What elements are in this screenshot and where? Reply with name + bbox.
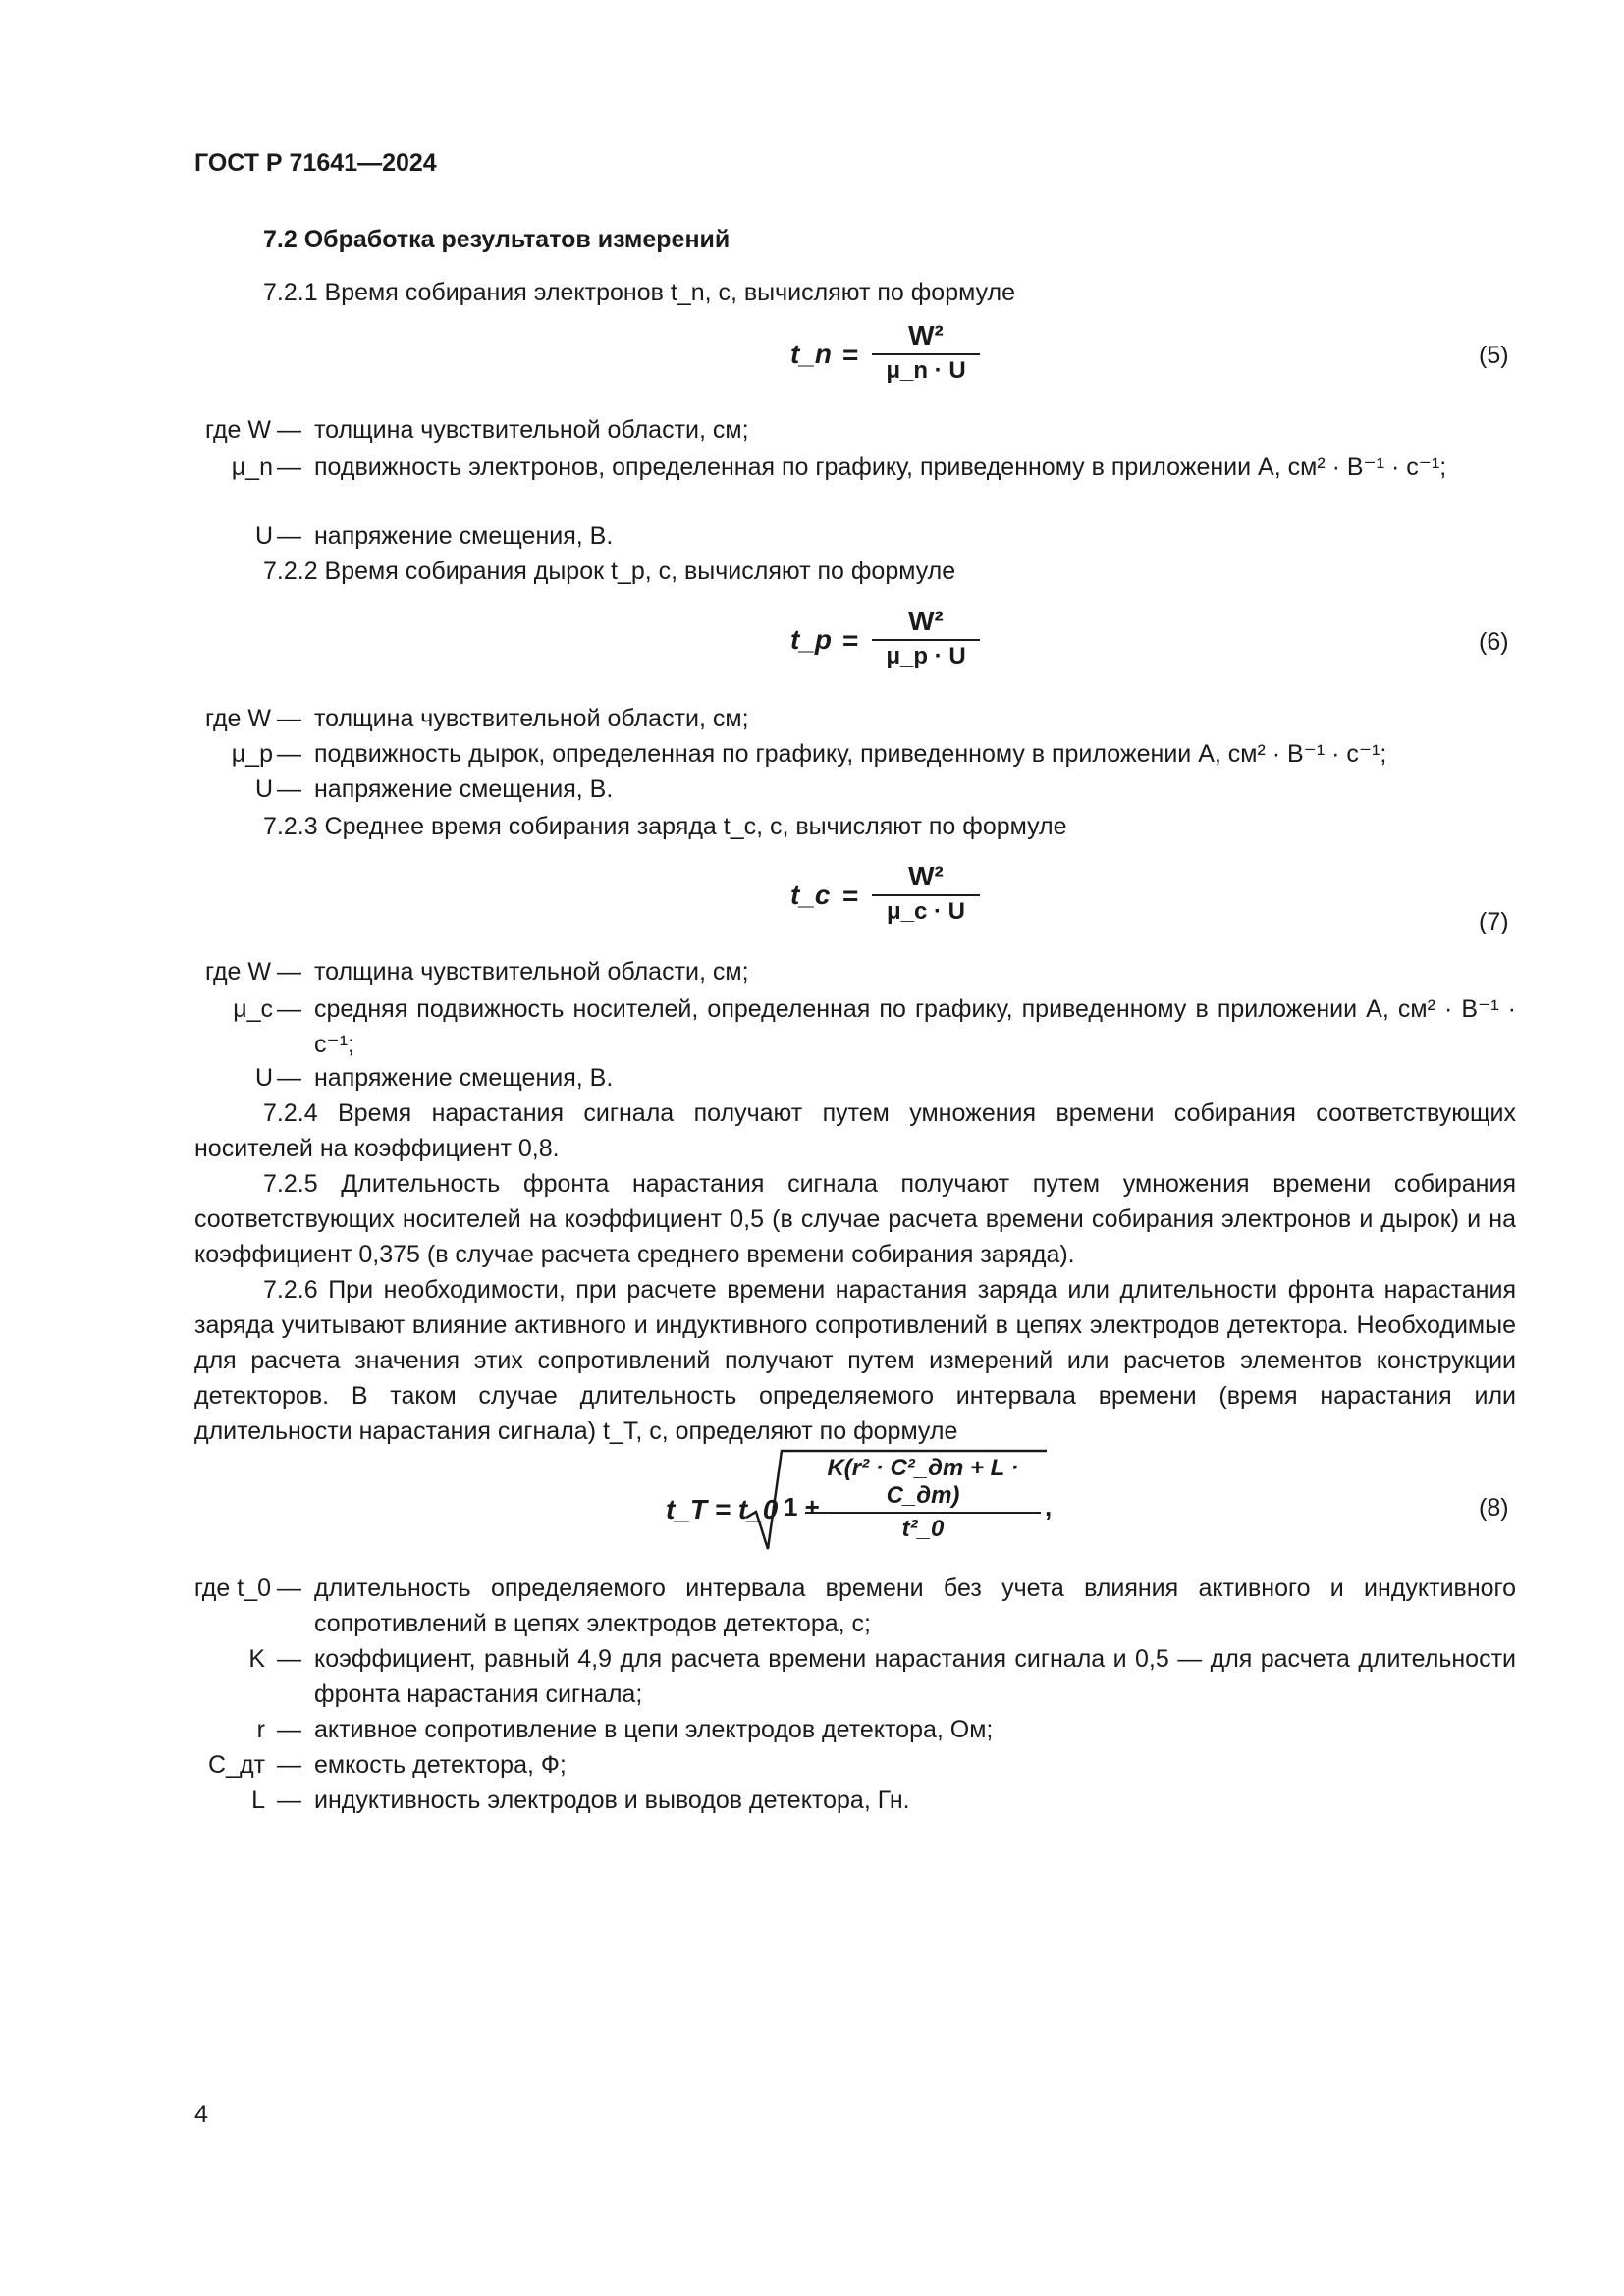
eq5-equals: = <box>842 340 859 370</box>
legend8-sym-4: L <box>251 1787 265 1814</box>
legend5-text-2: напряжение смещения, В. <box>314 522 614 550</box>
eq7-denominator: μ_c · U <box>886 898 966 925</box>
eq6-numerator: W² <box>908 606 944 636</box>
legend8-text-1: коэффициент, равный 4,9 для расчета времени нарастания сигнала и 0,5 — для расчета длительности фронта нарастания сигнала; <box>314 1645 1516 1708</box>
eq5-denominator: μ_n · U <box>886 357 966 384</box>
legend6-sym-0: где W <box>204 705 271 732</box>
legend7-sym-0: где W <box>204 958 271 986</box>
legend6-sym-2: U <box>254 775 273 803</box>
legend8-text-3: емкость детектора, Ф; <box>314 1751 567 1779</box>
legend7-text-0: толщина чувствительной области, см; <box>314 958 749 986</box>
eq8-denominator: t²_0 <box>901 1516 945 1542</box>
eq7-numerator: W² <box>908 861 944 891</box>
eq6-equals: = <box>842 625 859 656</box>
legend7-text-2: напряжение смещения, В. <box>314 1064 614 1092</box>
page-number: 4 <box>194 2101 208 2128</box>
legend5-sym-1: μ_n <box>231 454 273 481</box>
paragraph-7-2-4: 7.2.4 Время нарастания сигнала получают путем умножения времени собирания соответствующих носителей на коэффициент 0,8. <box>194 1099 1516 1162</box>
eq8-lhs: t_T = t_0 <box>666 1494 779 1524</box>
legend8-sym-0: где t_0 <box>193 1575 271 1602</box>
eq8-fraction <box>805 1455 1041 1543</box>
legend6-text-2: напряжение смещения, В. <box>314 775 614 803</box>
section-title: 7.2 Обработка результатов измерений <box>263 226 731 253</box>
legend5-sym-2: U <box>254 522 273 550</box>
eq5-number: (5) <box>1479 342 1509 369</box>
paragraph-7-2-1: 7.2.1 Время собирания электронов t_n, с, вычисляют по формуле <box>263 279 1016 306</box>
eq7-equals: = <box>842 881 859 911</box>
eq8-one-plus: 1 + <box>784 1492 820 1522</box>
legend6-sym-1: μ_p <box>231 740 273 768</box>
eq6-denominator: μ_p · U <box>886 643 966 669</box>
legend5-text-1: подвижность электронов, определенная по графику, приведенному в приложении А, см² · В⁻¹ · с⁻¹; <box>314 454 1447 481</box>
legend6-text-1: подвижность дырок, определенная по графику, приведенному в приложении А, см² · В⁻¹ · с⁻¹; <box>314 740 1387 768</box>
legend8-text-2: активное сопротивление в цепи электродов детектора, Ом; <box>314 1716 994 1743</box>
paragraph-7-2-5: 7.2.5 Длительность фронта нарастания сигнала получают путем умножения времени собирания соответствующих носителей на коэффициент 0,5 (в случае расчета времени собирания электронов и дырок) и на коэффициент 0,375 (в случае расчета среднего времени собирания заряда). <box>194 1170 1516 1268</box>
eq6-fraction <box>872 606 980 670</box>
eq8-number: (8) <box>1479 1494 1509 1522</box>
legend7-sym-2: U <box>254 1064 273 1092</box>
eq6-number: (6) <box>1479 628 1509 656</box>
legend5-text-0: толщина чувствительной области, см; <box>314 416 749 444</box>
legend8-text-0: длительность определяемого интервала времени без учета влияния активного и индуктивного сопротивлений в цепях электродов детектора, с; <box>314 1575 1516 1637</box>
legend7-text-1: средняя подвижность носителей, определенная по графику, приведенному в приложении А, см² · В⁻¹ · с⁻¹; <box>314 995 1516 1058</box>
eq6-lhs: t_p <box>790 624 832 655</box>
document-header: ГОСТ Р 71641—2024 <box>194 149 437 177</box>
paragraph-7-2-2: 7.2.2 Время собирания дырок t_p, с, вычисляют по формуле <box>263 558 956 585</box>
legend6-text-0: толщина чувствительной области, см; <box>314 705 749 732</box>
eq5-lhs: t_n <box>790 339 832 369</box>
eq7-lhs: t_c <box>790 880 831 910</box>
legend8-sym-2: r <box>256 1716 265 1743</box>
paragraph-7-2-6: 7.2.6 При необходимости, при расчете времени нарастания заряда или длительности фронта нарастания заряда учитывают влияние активного и индуктивного сопротивлений в цепях электродов детектора. Необходимые для расчета значения этих сопротивлений получают путем измерений или расчетов элементов конструкции детекторов. В таком случае длительность определяемого интервала времени (время нарастания или длительности нарастания сигнала) t_T, с, определяют по формуле <box>194 1276 1516 1445</box>
legend7-sym-1: μ_c <box>233 995 273 1023</box>
legend8-sym-1: K <box>248 1645 265 1673</box>
eq5-numerator: W² <box>908 320 944 350</box>
legend8-text-4: индуктивность электродов и выводов детектора, Гн. <box>314 1787 910 1814</box>
eq5-fraction <box>872 320 980 385</box>
legend5-sym-0: где W <box>204 416 271 444</box>
paragraph-7-2-3: 7.2.3 Среднее время собирания заряда t_c, с, вычисляют по формуле <box>263 813 1067 840</box>
eq7-number: (7) <box>1479 908 1509 935</box>
legend8-sym-3: C_дт <box>208 1751 265 1779</box>
eq7-fraction <box>872 861 980 926</box>
eq8-numerator: K(r² · C²_дт + L · C_дт) <box>827 1455 1019 1509</box>
